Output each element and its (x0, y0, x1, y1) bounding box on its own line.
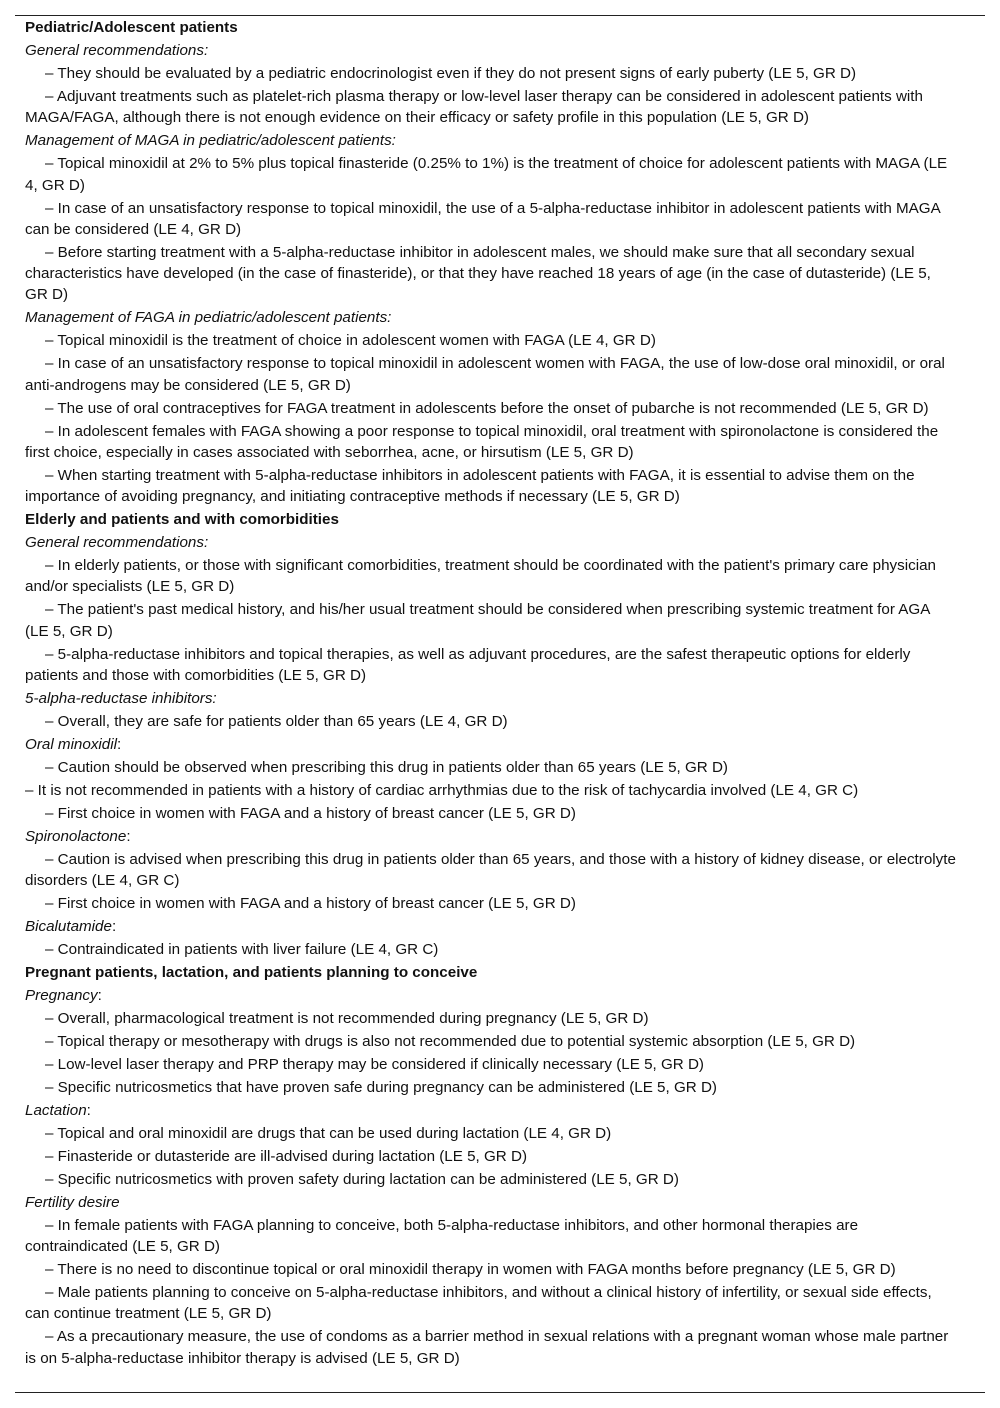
subsection-heading-colon: : (117, 735, 122, 753)
recommendation-item: – Topical minoxidil is the treatment of choice in adolescent women with FAGA (LE 4, GR D) (45, 332, 656, 350)
recommendation-item: – Overall, they are safe for patients older than 65 years (LE 4, GR D) (45, 712, 508, 730)
subsection-heading (25, 916, 957, 937)
recommendation-item: – In case of an unsatisfactory response to topical minoxidil in adolescent women with FAGA, the use of low-dose oral minoxidil, or oral anti-androgens may be considered (LE 5, GR D) (25, 355, 945, 394)
subsection-heading: Management of FAGA in pediatric/adolescent patients: (25, 309, 392, 327)
subsection-heading-label: Oral minoxidil (25, 735, 117, 753)
recommendation-item: – 5-alpha-reductase inhibitors and topical therapies, as well as adjuvant procedures, are the safest therapeutic options for elderly patients and those with comorbidities (LE 5, GR D) (25, 645, 911, 684)
recommendation-item: – First choice in women with FAGA and a history of breast cancer (LE 5, GR D) (45, 895, 576, 913)
subsection-heading-colon: : (111, 918, 117, 936)
subsection-heading-colon: : (86, 1102, 91, 1119)
subsection-heading: General recommendations: (25, 41, 209, 59)
recommendation-item: – The patient's past medical history, and his/her usual treatment should be considered when prescribing systemic treatment for AGA (LE 5, GR D) (25, 601, 930, 640)
recommendation-item: – It is not recommended in patients with a history of cardiac arrhythmias due to the risk of tachycardia involved (LE 4, GR C) (25, 781, 859, 799)
subsection-heading (25, 734, 957, 755)
subsection-heading: General recommendations: (25, 534, 209, 552)
recommendation-item: – There is no need to discontinue topical or oral minoxidil therapy in women with FAGA months before pregnancy (LE 5, GR D) (45, 1261, 896, 1279)
recommendation-item: – Topical therapy or mesotherapy with drugs is also not recommended due to potential systemic absorption (LE 5, GR D) (45, 1033, 856, 1051)
subsection-heading (25, 1100, 957, 1121)
recommendation-item: – Finasteride or dutasteride are ill-advised during lactation (LE 5, GR D) (45, 1147, 528, 1165)
table-body (25, 17, 957, 1371)
recommendation-item: – Male patients planning to conceive on 5-alpha-reductase inhibitors, and without a clinical history of infertility, or sexual side effects, can continue treatment (LE 5, GR D) (25, 1284, 932, 1323)
recommendation-item: – In adolescent females with FAGA showing a poor response to topical minoxidil, oral treatment with spironolactone is considered the first choice, especially in cases associated with seborrhea, acne, or hirsutism (LE 5, GR D) (25, 422, 939, 461)
subsection-heading: 5-alpha-reductase inhibitors: (25, 689, 217, 707)
recommendation-item: – They should be evaluated by a pediatric endocrinologist even if they do not present signs of early puberty (LE 5, GR D) (45, 64, 857, 82)
subsection-heading: Management of MAGA in pediatric/adolescent patients: (25, 132, 396, 150)
recommendation-item: – As a precautionary measure, the use of condoms as a barrier method in sexual relations with a pregnant woman whose male partner is on 5-alpha-reductase inhibitor therapy is advised (LE 5, GR D) (25, 1328, 949, 1367)
recommendation-item: – Caution is advised when prescribing this drug in patients older than 65 years, and those with a history of kidney disease, or electrolyte disorders (LE 4, GR C) (25, 850, 956, 890)
subsection-heading-colon: : (126, 827, 131, 845)
recommendation-item: – The use of oral contraceptives for FAGA treatment in adolescents before the onset of pubarche is not recommended (LE 5, GR D) (45, 399, 929, 417)
subsection-heading (25, 985, 957, 1006)
recommendation-item: – Specific nutricosmetics that have proven safe during pregnancy can be administered (LE 5, GR D) (45, 1079, 717, 1097)
recommendation-item: – Adjuvant treatments such as platelet-rich plasma therapy or low-level laser therapy can be considered in adolescent patients with MAGA/FAGA, although there is not enough evidence on their efficacy or safety profile in this population (LE 5, GR D) (25, 87, 923, 127)
recommendation-item: – In case of an unsatisfactory response to topical minoxidil, the use of a 5-alpha-reductase inhibitor in adolescent patients with MAGA can be considered (LE 4, GR D) (25, 199, 940, 238)
table-bottom-rule (15, 1392, 985, 1393)
section-heading: Elderly and patients and with comorbidities (25, 511, 339, 529)
subsection-heading-label: Spironolactone (25, 827, 127, 845)
recommendation-item: – Topical minoxidil at 2% to 5% plus topical finasteride (0.25% to 1%) is the treatment of choice for adolescent patients with MAGA (LE 4, GR D) (25, 155, 948, 194)
subsection-heading-label: Lactation (25, 1102, 87, 1119)
recommendation-item: – Specific nutricosmetics with proven safety during lactation can be administered (LE 5, GR D) (45, 1170, 679, 1188)
section-heading: Pediatric/Adolescent patients (25, 19, 238, 36)
recommendation-item: – Overall, pharmacological treatment is not recommended during pregnancy (LE 5, GR D) (45, 1010, 649, 1028)
recommendation-item: – First choice in women with FAGA and a history of breast cancer (LE 5, GR D) (45, 804, 576, 822)
recommendation-item: – In elderly patients, or those with significant comorbidities, treatment should be coordinated with the patient's primary care physician and/or specialists (LE 5, GR D) (25, 557, 936, 596)
table-top-rule (15, 15, 985, 16)
recommendation-item: – Low-level laser therapy and PRP therapy may be considered if clinically necessary (LE 5, GR D) (45, 1056, 704, 1074)
recommendation-item: – Contraindicated in patients with liver failure (LE 4, GR C) (45, 941, 439, 959)
recommendation-item: – In female patients with FAGA planning to conceive, both 5-alpha-reductase inhibitors, and other hormonal therapies are contraindicated (LE 5, GR D) (25, 1216, 859, 1256)
section-heading: Pregnant patients, lactation, and patients planning to conceive (25, 964, 478, 982)
subsection-heading-label: Pregnancy (25, 987, 98, 1005)
recommendation-item: – Topical and oral minoxidil are drugs that can be used during lactation (LE 4, GR D) (45, 1124, 612, 1142)
recommendation-item: – Caution should be observed when prescribing this drug in patients older than 65 years (LE 5, GR D) (45, 758, 728, 776)
subsection-heading: Fertility desire (25, 1193, 120, 1211)
recommendation-item: – Before starting treatment with a 5-alpha-reductase inhibitor in adolescent males, we should make sure that all secondary sexual characteristics have developed (in the case of finasteride), or that they have reached 18 years of age (in the case of dutasteride) (LE 5, GR D) (25, 243, 931, 304)
subsection-heading-colon: : (97, 987, 102, 1005)
subsection-heading-label: Bicalutamide (25, 918, 112, 936)
recommendation-item: – When starting treatment with 5-alpha-reductase inhibitors in adolescent patients with FAGA, it is essential to advise them on the importance of avoiding pregnancy, and initiating contraceptive methods if necessary (LE 5, GR D) (25, 466, 915, 506)
subsection-heading (25, 826, 957, 847)
